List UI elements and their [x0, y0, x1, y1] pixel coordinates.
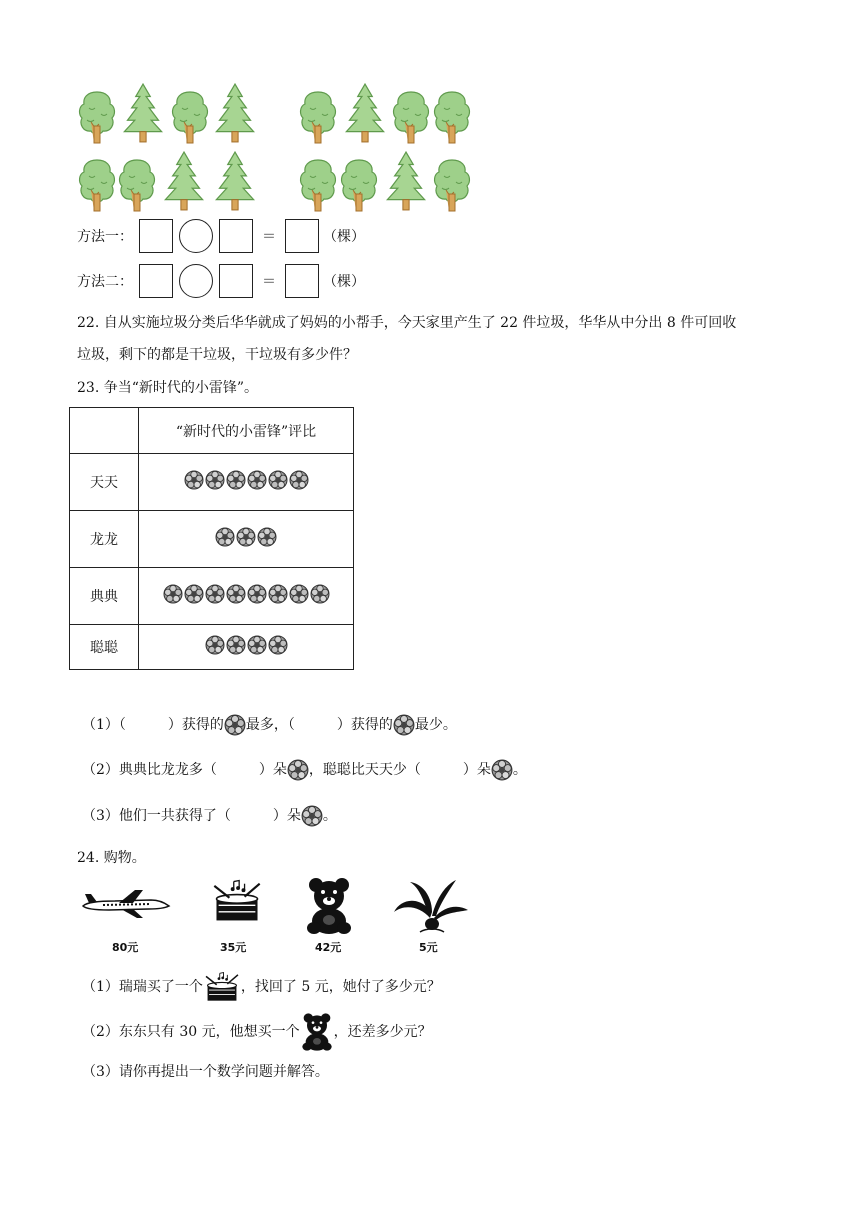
- flower-icon: [184, 584, 204, 604]
- flower-icon: [205, 470, 225, 490]
- flower-count: [205, 635, 288, 655]
- row-name: 典典: [70, 568, 139, 625]
- flower-icon: [163, 584, 183, 604]
- q23-sub1-text-b: 最多，（ ）获得的: [245, 717, 393, 733]
- method2-unit: （棵）: [323, 274, 365, 290]
- flower-icon: [205, 635, 225, 655]
- pine-tree-icon: [121, 82, 165, 144]
- q22-text-line1: 22. 自从实施垃圾分类后华华就成了妈妈的小帮手，今天家里产生了 22 件垃圾，华华从中分出 8 件可回收: [77, 315, 737, 331]
- flower-icon: [247, 584, 267, 604]
- q23-sub1: [82, 712, 457, 738]
- q24-sub2-text-a: （2）东东只有 30 元，他想买一个: [82, 1024, 300, 1040]
- flower-icon: [289, 470, 309, 490]
- flower-icon: [226, 584, 246, 604]
- flower-icon: [268, 635, 288, 655]
- q23-sub1-text-a: （1）（ ）获得的: [82, 717, 224, 733]
- method1-answer-box-2[interactable]: [219, 219, 253, 253]
- flower-icon: [236, 527, 256, 547]
- tree-icon: [77, 88, 117, 144]
- flower-count: [215, 527, 277, 547]
- flower-icon: [215, 527, 235, 547]
- airplane-price: 80元: [112, 941, 139, 954]
- q23-sub2-text-b: ，聪聪比天天少（ ）朵: [308, 762, 491, 778]
- flower-icon: [257, 527, 277, 547]
- q23-title: 23. 争当“新时代的小雷锋”。: [77, 380, 259, 396]
- q23-sub2-text-a: （2）典典比龙龙多（ ）朵: [82, 762, 287, 778]
- method1-equals: ＝: [262, 229, 276, 245]
- method1-operator-circle[interactable]: [179, 219, 213, 253]
- drum-icon: [210, 878, 264, 924]
- drum-icon: [203, 971, 241, 1003]
- pine-tree-icon: [213, 150, 257, 212]
- q23-sub3-text-a: （3）他们一共获得了（ ）朵: [82, 808, 301, 824]
- flower-icon: [310, 584, 330, 604]
- flower-icon: [184, 470, 204, 490]
- tree-icon: [432, 156, 472, 212]
- pine-tree-icon: [213, 82, 257, 144]
- tree-icon: [432, 88, 472, 144]
- flower-icon: [393, 714, 415, 736]
- table-row: [70, 454, 354, 511]
- method1-unit: （棵）: [323, 229, 365, 245]
- q23-sub3: [82, 803, 337, 829]
- flower-icon: [224, 714, 246, 736]
- flower-icon: [287, 759, 309, 781]
- tree-icon: [339, 156, 379, 212]
- teddy-bear-price: 42元: [315, 941, 342, 954]
- flower-icon: [226, 470, 246, 490]
- table-header: “新时代的小雷锋”评比: [139, 408, 354, 454]
- rating-table: [69, 407, 354, 670]
- flower-icon: [491, 759, 513, 781]
- method2-answer-box-1[interactable]: [139, 264, 173, 298]
- tree-icon: [170, 88, 210, 144]
- table-corner-cell: [70, 408, 139, 454]
- method2-equals: ＝: [262, 274, 276, 290]
- table-row: [70, 568, 354, 625]
- shuttlecock-icon: [390, 876, 470, 936]
- pine-tree-icon: [162, 150, 206, 212]
- row-name: 天天: [70, 454, 139, 511]
- flower-icon: [205, 584, 225, 604]
- q24-sub1-text-a: （1）瑞瑞买了一个: [82, 979, 203, 995]
- tree-icon: [77, 156, 117, 212]
- table-row: [70, 625, 354, 670]
- teddy-bear-icon: [300, 1012, 334, 1052]
- table-row: [70, 511, 354, 568]
- flower-icon: [268, 470, 288, 490]
- method2-result-box[interactable]: [285, 264, 319, 298]
- q24-sub2-text-b: ，还差多少元？: [333, 1024, 432, 1040]
- q24-sub1: [82, 970, 441, 1004]
- method2-label: 方法二：: [77, 274, 133, 290]
- drum-price: 35元: [220, 941, 247, 954]
- pine-tree-icon: [384, 150, 428, 212]
- pine-tree-icon: [343, 82, 387, 144]
- q22-text-line2: 垃圾，剩下的都是干垃圾，干垃圾有多少件？: [77, 347, 357, 363]
- method1-answer-box-1[interactable]: [139, 219, 173, 253]
- tree-icon: [298, 88, 338, 144]
- q24-title: 24. 购物。: [77, 850, 146, 866]
- row-name: 聪聪: [70, 625, 139, 670]
- airplane-icon: [80, 889, 172, 919]
- flower-icon: [247, 635, 267, 655]
- q23-sub2: [82, 757, 527, 783]
- q23-sub3-text-b: 。: [322, 808, 337, 824]
- tree-icon: [298, 156, 338, 212]
- q23-sub1-text-c: 最少。: [414, 717, 457, 733]
- tree-icon: [391, 88, 431, 144]
- teddy-bear-icon: [304, 876, 354, 936]
- flower-icon: [247, 470, 267, 490]
- method2-answer-box-2[interactable]: [219, 264, 253, 298]
- flower-icon: [289, 584, 309, 604]
- method2-operator-circle[interactable]: [179, 264, 213, 298]
- q23-sub2-text-c: 。: [512, 762, 527, 778]
- flower-count: [184, 470, 309, 490]
- flower-icon: [268, 584, 288, 604]
- flower-icon: [301, 805, 323, 827]
- q24-sub2: [82, 1012, 432, 1052]
- flower-count: [163, 584, 330, 604]
- q24-sub3: （3）请你再提出一个数学问题并解答。: [82, 1064, 329, 1080]
- method1-result-box[interactable]: [285, 219, 319, 253]
- shuttlecock-price: 5元: [419, 941, 438, 954]
- flower-icon: [226, 635, 246, 655]
- method1-label: 方法一：: [77, 229, 133, 245]
- q24-sub1-text-b: ，找回了 5 元，她付了多少元？: [240, 979, 441, 995]
- tree-icon: [117, 156, 157, 212]
- row-name: 龙龙: [70, 511, 139, 568]
